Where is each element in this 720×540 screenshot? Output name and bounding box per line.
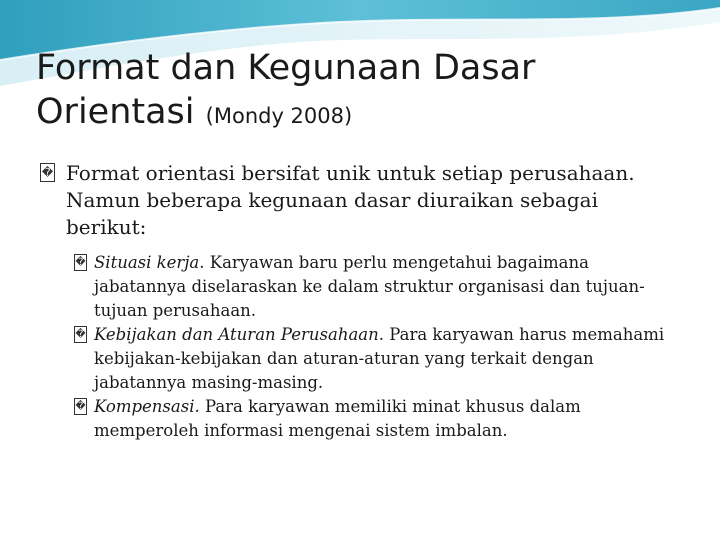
list-item — [40, 251, 680, 323]
intro-text: Format orientasi bersifat unik untuk setiap perusahaan. Namun beberapa kegunaan dasar diuraikan sebagai berikut: — [66, 161, 635, 239]
item-text: Karyawan baru perlu mengetahui bagaimana jabatannya diselaraskan ke dalam struktur organisasi dan tujuan-tujuan perusahaan. — [94, 253, 645, 320]
bullet-icon: � — [74, 398, 87, 415]
slide-title — [36, 46, 676, 138]
list-item — [40, 395, 680, 443]
bullet-icon: � — [40, 163, 55, 182]
bullet-icon: � — [74, 326, 87, 343]
item-lead: Kompensasi. — [94, 397, 200, 416]
slide-body — [40, 160, 680, 443]
usage-list — [40, 251, 680, 443]
item-text: Para karyawan harus memahami kebijakan-kebijakan dan aturan-aturan yang terkait dengan jabatannya masing-masing. — [94, 325, 665, 392]
list-item — [40, 323, 680, 395]
item-text: Para karyawan memiliki minat khusus dalam memperoleh informasi mengenai sistem imbalan. — [94, 397, 581, 440]
title-main: Format dan Kegunaan Dasar Orientasi — [36, 48, 536, 132]
item-lead: Situasi kerja. — [94, 253, 205, 272]
intro-paragraph — [40, 160, 680, 241]
item-lead: Kebijakan dan Aturan Perusahaan. — [94, 325, 385, 344]
title-citation: (Mondy 2008) — [205, 104, 353, 128]
bullet-icon: � — [74, 254, 87, 271]
